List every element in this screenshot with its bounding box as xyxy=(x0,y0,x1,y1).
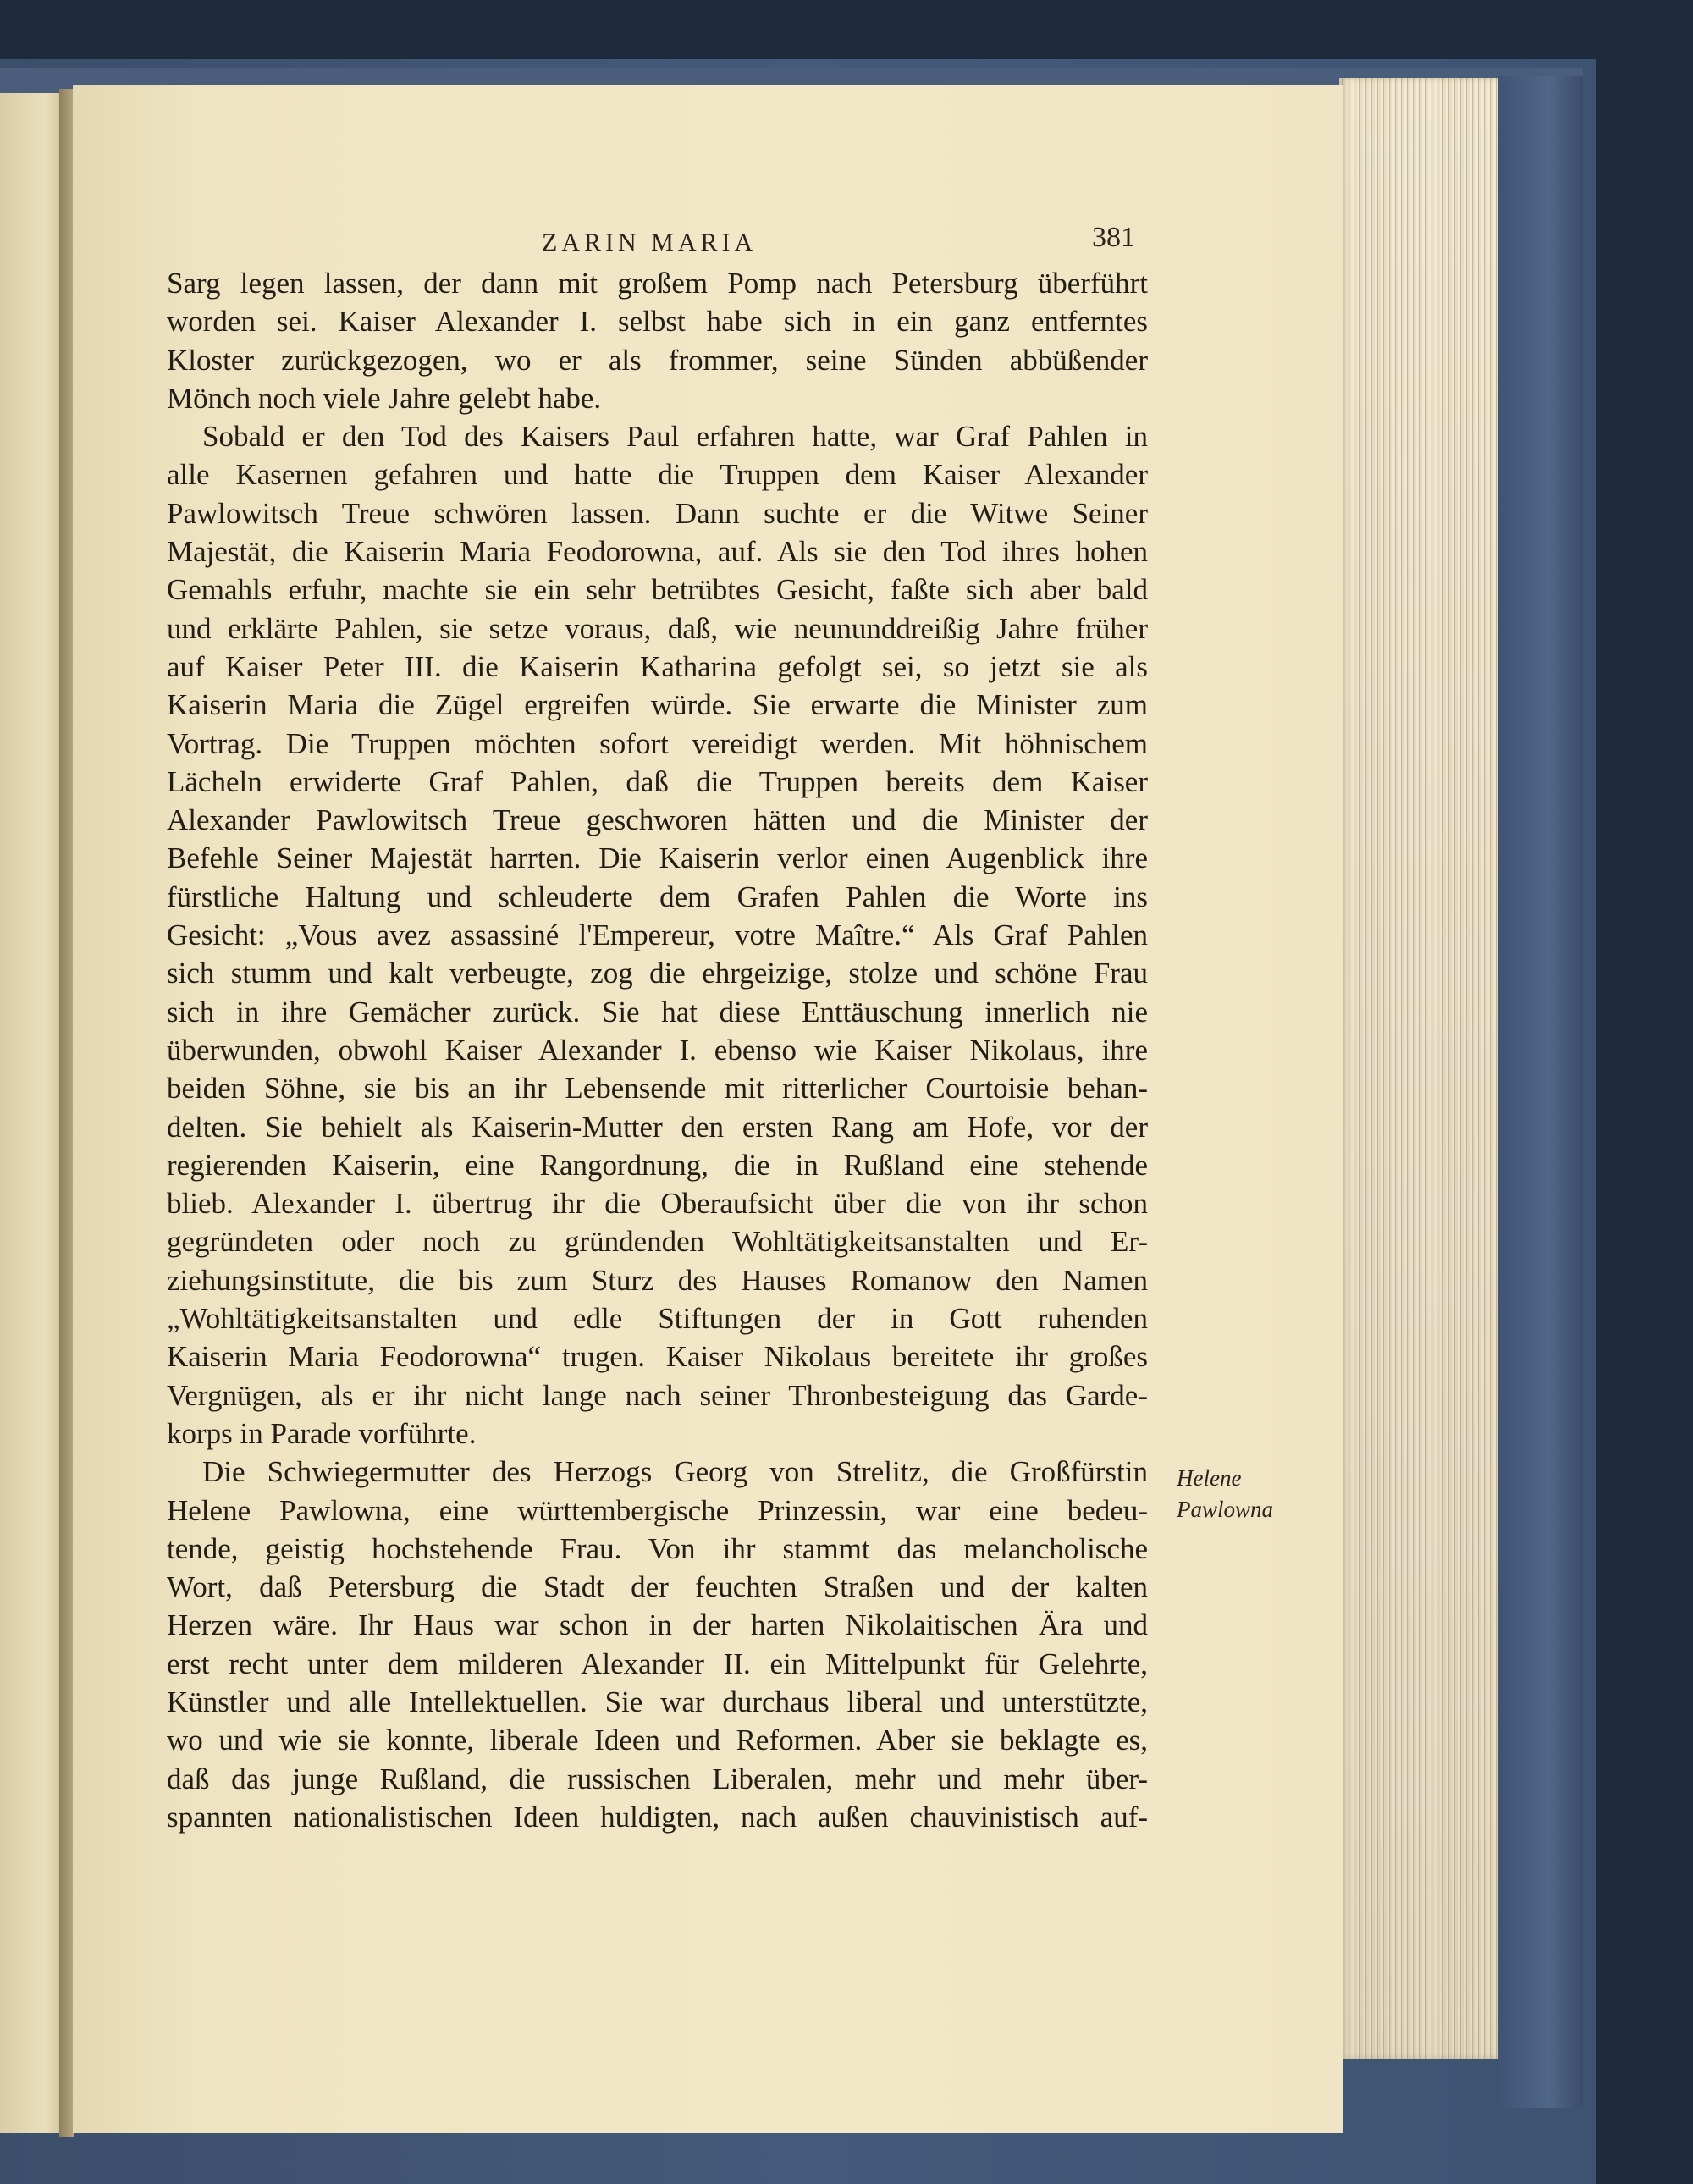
text-line: und erklärte Pahlen, sie setze voraus, daß, wie neununddreißig Jahre früher xyxy=(167,611,1148,645)
text-line: Majestät, die Kaiserin Maria Feodorowna, auf. Als sie den Tod ihres hohen xyxy=(167,535,1148,569)
text-line: Gemahls erfuhr, machte sie ein sehr betrübtes Gesicht, faßte sich aber bald xyxy=(167,573,1148,607)
text-line: Sobald er den Tod des Kaisers Paul erfahren hatte, war Graf Pahlen in xyxy=(202,420,1148,454)
text-line: regierenden Kaiserin, eine Rangordnung, die in Rußland eine stehende xyxy=(167,1148,1148,1182)
text-line: sich in ihre Gemächer zurück. Sie hat diese Enttäuschung innerlich nie xyxy=(167,995,1148,1029)
text-line: auf Kaiser Peter III. die Kaiserin Katharina gefolgt sei, so jetzt sie als xyxy=(167,649,1148,683)
text-line: Vortrag. Die Truppen möchten sofort vereidigt werden. Mit höhnischem xyxy=(167,726,1148,760)
text-line: ziehungsinstitute, die bis zum Sturz des Hauses Romanow den Namen xyxy=(167,1263,1148,1297)
running-head: ZARIN MARIA xyxy=(542,229,758,256)
text-line: Kaiserin Maria die Zügel ergreifen würde. Sie erwarte die Minister zum xyxy=(167,688,1148,722)
text-line: Lächeln erwiderte Graf Pahlen, daß die Truppen bereits dem Kaiser xyxy=(167,764,1148,798)
text-line: alle Kasernen gefahren und hatte die Truppen dem Kaiser Alexander xyxy=(167,458,1148,492)
text-line: Die Schwiegermutter des Herzogs Georg von Strelitz, die Großfürstin xyxy=(202,1455,1148,1489)
text-line: Sarg legen lassen, der dann mit großem Pomp nach Petersburg überführt xyxy=(167,267,1148,300)
text-line: korps in Parade vorführte. xyxy=(167,1416,477,1450)
margin-note-line: Helene xyxy=(1177,1465,1242,1491)
text-line: Herzen wäre. Ihr Haus war schon in der harten Nikolaitischen Ära und xyxy=(167,1608,1148,1642)
body-text xyxy=(167,264,1148,1836)
text-line: Künstler und alle Intellektuellen. Sie war durchaus liberal und unterstützte, xyxy=(167,1685,1148,1718)
text-line: gegründeten oder noch zu gründenden Wohltätigkeitsanstalten und Er- xyxy=(167,1225,1148,1259)
text-line: Befehle Seiner Majestät harrten. Die Kaiserin verlor einen Augenblick ihre xyxy=(167,841,1148,875)
text-line: Alexander Pawlowitsch Treue geschworen hätten und die Minister der xyxy=(167,803,1148,837)
margin-note-line: Pawlowna xyxy=(1177,1497,1274,1522)
text-line: erst recht unter dem milderen Alexander II. ein Mittelpunkt für Gelehrte, xyxy=(167,1646,1148,1680)
text-line: Pawlowitsch Treue schwören lassen. Dann suchte er die Witwe Seiner xyxy=(167,496,1148,530)
text-line: Wort, daß Petersburg die Stadt der feuchten Straßen und der kalten xyxy=(167,1570,1148,1604)
text-line: fürstliche Haltung und schleuderte dem Grafen Pahlen die Worte ins xyxy=(167,880,1148,913)
text-line: beiden Söhne, sie bis an ihr Lebensende mit ritterlicher Courtoisie behan- xyxy=(167,1072,1148,1106)
text-line: Kaiserin Maria Feodorowna“ trugen. Kaiser Nikolaus bereitete ihr großes xyxy=(167,1340,1148,1374)
text-line: Mönch noch viele Jahre gelebt habe. xyxy=(167,381,602,415)
page-stack-shade xyxy=(1339,78,1498,2059)
text-line: sich stumm und kalt verbeugte, zog die ehrgeizige, stolze und schöne Frau xyxy=(167,957,1148,990)
text-line: daß das junge Rußland, die russischen Liberalen, mehr und mehr über- xyxy=(167,1762,1148,1795)
text-line: delten. Sie behielt als Kaiserin-Mutter den ersten Rang am Hofe, vor der xyxy=(167,1110,1148,1144)
text-line: überwunden, obwohl Kaiser Alexander I. ebenso wie Kaiser Nikolaus, ihre xyxy=(167,1033,1148,1067)
text-line: spannten nationalistischen Ideen huldigten, nach außen chauvinistisch auf- xyxy=(167,1800,1148,1834)
text-line: Helene Pawlowna, eine württembergische Prinzessin, war eine bedeu- xyxy=(167,1493,1148,1527)
book-side-cloth xyxy=(1498,76,1583,2108)
text-line: Kloster zurückgezogen, wo er als frommer, seine Sünden abbüßender xyxy=(167,343,1148,377)
text-line: Vergnügen, als er ihr nicht lange nach seiner Thronbesteigung das Garde- xyxy=(167,1378,1148,1412)
page-number: 381 xyxy=(1092,222,1135,253)
text-line: Gesicht: „Vous avez assassiné l'Empereur, votre Maître.“ Als Graf Pahlen xyxy=(167,918,1148,952)
margin-note xyxy=(1177,1463,1273,1525)
text-line: tende, geistig hochstehende Frau. Von ihr stammt das melancholische xyxy=(167,1531,1148,1565)
text-line: blieb. Alexander I. übertrug ihr die Oberaufsicht über die von ihr schon xyxy=(167,1187,1148,1221)
facing-page-edge xyxy=(0,93,66,2133)
text-line: wo und wie sie konnte, liberale Ideen und Reformen. Aber sie beklagte es, xyxy=(167,1723,1148,1757)
text-line: „Wohltätigkeitsanstalten und edle Stiftungen der in Gott ruhenden xyxy=(167,1302,1148,1336)
text-line: worden sei. Kaiser Alexander I. selbst habe sich in ein ganz entferntes xyxy=(167,305,1148,339)
